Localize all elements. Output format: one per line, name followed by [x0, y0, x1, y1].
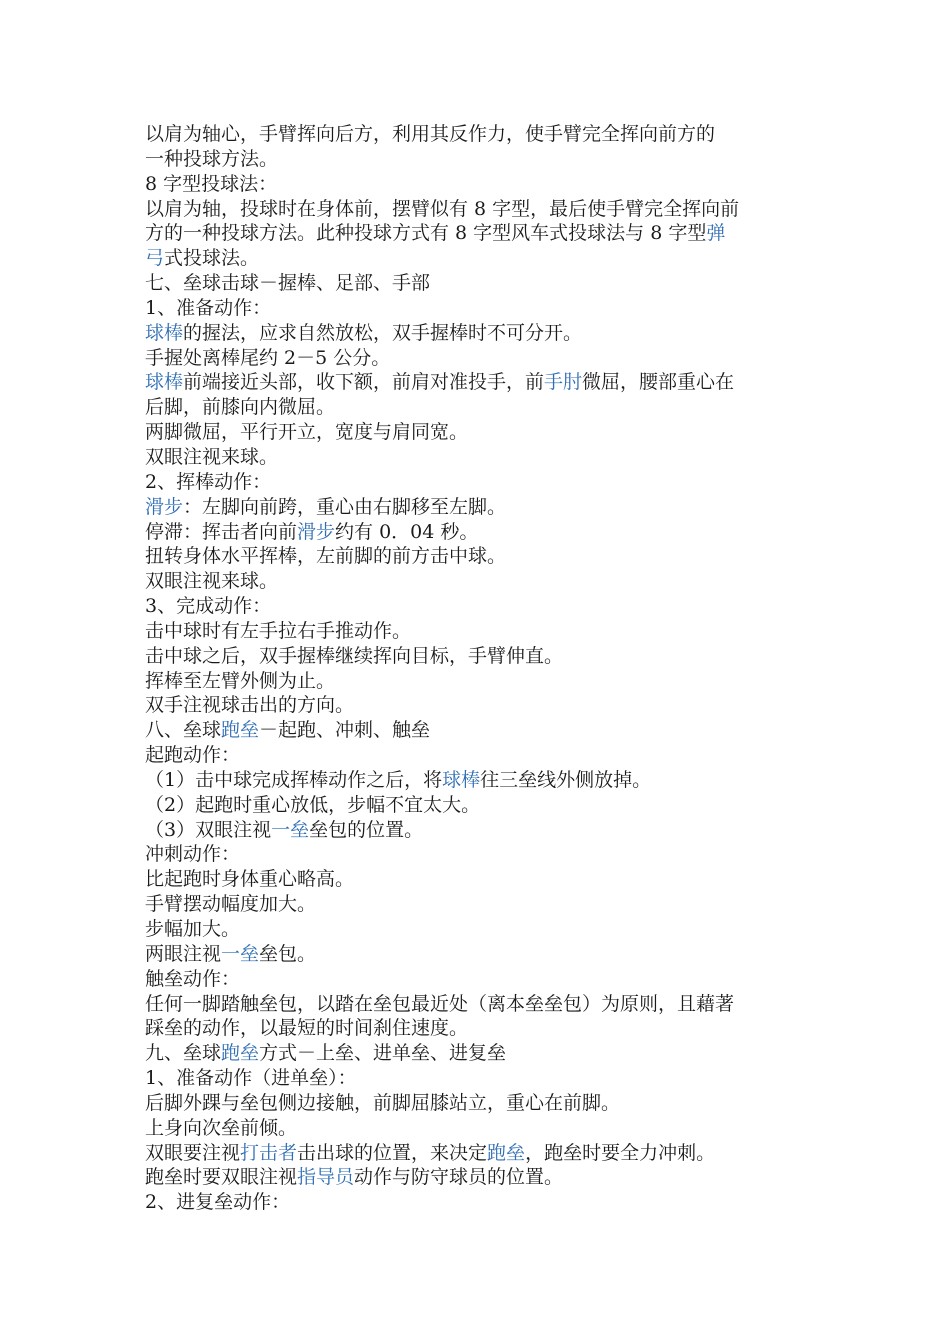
text-run: 击中球时有左手拉右手推动作。	[145, 619, 412, 642]
text-line	[145, 197, 810, 222]
text-line	[145, 1091, 810, 1116]
text-line	[145, 644, 810, 669]
text-run: 1、准备动作：	[145, 296, 272, 319]
text-run: （3）双眼注视	[145, 818, 272, 841]
text-run: 冲刺动作：	[145, 843, 241, 866]
text-run: 两脚微屈，平行开立，宽度与肩同宽。	[145, 421, 469, 444]
text-line	[145, 1165, 810, 1190]
text-run: 垒包的位置。	[309, 818, 424, 841]
text-run: 双眼注视来球。	[145, 445, 279, 468]
text-run: 方的一种投球方法。此种投球方式有 8 字型风车式投球法与 8 字型	[145, 222, 707, 245]
text-run: 跑垒时要双眼注视	[145, 1166, 298, 1189]
text-line	[145, 1066, 810, 1091]
text-run: 后脚，前膝向内微屈。	[145, 396, 336, 419]
text-run: 双手注视球击出的方向。	[145, 694, 355, 717]
text-line	[145, 818, 810, 843]
text-run: 击中球之后，双手握棒继续挥向目标，手臂伸直。	[145, 644, 564, 667]
text-line	[145, 669, 810, 694]
text-run: 踩垒的动作，以最短的时间刹住速度。	[145, 1017, 469, 1040]
text-run: 九、垒球	[145, 1042, 222, 1065]
hyperlink[interactable]: 一垒	[271, 818, 310, 841]
text-line	[145, 1016, 810, 1041]
text-run: 8 字型投球法：	[145, 172, 278, 195]
text-line	[145, 147, 810, 172]
text-line	[145, 520, 810, 545]
text-line	[145, 768, 810, 793]
text-run: 1、准备动作（进单垒）：	[145, 1067, 357, 1090]
text-line	[145, 172, 810, 197]
text-line	[145, 544, 810, 569]
text-run: （2）起跑时重心放低，步幅不宜太大。	[145, 793, 481, 816]
text-line	[145, 842, 810, 867]
hyperlink[interactable]: 跑垒	[221, 719, 260, 742]
hyperlink[interactable]: 球棒	[145, 321, 184, 344]
text-line	[145, 1141, 810, 1166]
document-body	[145, 122, 810, 1215]
text-run: 3、完成动作：	[145, 595, 272, 618]
hyperlink[interactable]: 滑步	[297, 520, 336, 543]
text-line	[145, 445, 810, 470]
text-run: 手握处离棒尾约 2－5 公分。	[145, 346, 391, 369]
text-run: 任何一脚踏触垒包，以踏在垒包最近处（离本垒垒包）为原则，且藉著	[145, 992, 735, 1015]
text-line	[145, 370, 810, 395]
text-line	[145, 942, 810, 967]
text-line	[145, 967, 810, 992]
text-line	[145, 221, 810, 246]
text-run: 触垒动作：	[145, 967, 241, 990]
hyperlink[interactable]: 弓	[145, 247, 165, 270]
text-line	[145, 470, 810, 495]
text-run: 一种投球方法。	[145, 147, 279, 170]
hyperlink[interactable]: 球棒	[145, 371, 184, 394]
text-run: 挥棒至左臂外侧为止。	[145, 669, 336, 692]
text-line	[145, 693, 810, 718]
text-run: 微屈，腰部重心在	[582, 371, 735, 394]
text-run: 2、进复垒动作：	[145, 1191, 291, 1214]
text-line	[145, 793, 810, 818]
text-line	[145, 395, 810, 420]
text-line	[145, 346, 810, 371]
text-run: 2、挥棒动作：	[145, 470, 272, 493]
text-run: 手臂摆动幅度加大。	[145, 893, 317, 916]
text-line	[145, 569, 810, 594]
hyperlink[interactable]: 球棒	[442, 768, 481, 791]
text-run: 动作与防守球员的位置。	[354, 1166, 564, 1189]
text-line	[145, 619, 810, 644]
text-line	[145, 271, 810, 296]
text-line	[145, 867, 810, 892]
text-run: 约有 0．04 秒。	[335, 520, 479, 543]
text-run: 比起跑时身体重心略高。	[145, 868, 355, 891]
text-run: 扭转身体水平挥棒，左前脚的前方击中球。	[145, 545, 507, 568]
hyperlink[interactable]: 跑垒	[487, 1141, 526, 1164]
text-line	[145, 420, 810, 445]
text-line	[145, 743, 810, 768]
hyperlink[interactable]: 手肘	[544, 371, 583, 394]
text-run: 双眼注视来球。	[145, 570, 279, 593]
text-run: 式投球法。	[164, 247, 260, 270]
text-run: 两眼注视	[145, 942, 222, 965]
text-line	[145, 122, 810, 147]
text-line	[145, 718, 810, 743]
text-run: 以肩为轴，投球时在身体前，摆臂似有 8 字型，最后使手臂完全挥向前	[145, 197, 740, 220]
text-line	[145, 321, 810, 346]
text-run: 方式－上垒、进单垒、进复垒	[259, 1042, 507, 1065]
text-line	[145, 594, 810, 619]
text-line	[145, 495, 810, 520]
text-line	[145, 296, 810, 321]
hyperlink[interactable]: 滑步	[145, 495, 184, 518]
text-run: 七、垒球击球－握棒、足部、手部	[145, 272, 431, 295]
text-run: 双眼要注视	[145, 1141, 241, 1164]
text-line	[145, 892, 810, 917]
text-run: 击出球的位置，来决定	[297, 1141, 488, 1164]
text-run: 后脚外踝与垒包侧边接触，前脚屈膝站立，重心在前脚。	[145, 1091, 621, 1114]
text-run: 八、垒球	[145, 719, 222, 742]
text-line	[145, 1116, 810, 1141]
text-run: 前端接近头部，收下额，前肩对准投手，前	[183, 371, 545, 394]
text-run: 的握法，应求自然放松，双手握棒时不可分开。	[183, 321, 583, 344]
hyperlink[interactable]: 跑垒	[221, 1042, 260, 1065]
text-line	[145, 992, 810, 1017]
text-line	[145, 917, 810, 942]
hyperlink[interactable]: 指导员	[297, 1166, 355, 1189]
text-line	[145, 1041, 810, 1066]
text-run: 往三垒线外侧放掉。	[480, 768, 652, 791]
text-line	[145, 246, 810, 271]
text-run: 起跑动作：	[145, 744, 241, 767]
text-run: 步幅加大。	[145, 918, 241, 940]
hyperlink[interactable]: 打击者	[240, 1141, 298, 1164]
hyperlink[interactable]: 弹	[706, 222, 726, 245]
text-run: ，跑垒时要全力冲刺。	[525, 1141, 716, 1164]
text-run: 以肩为轴心，手臂挥向后方，利用其反作力，使手臂完全挥向前方的	[145, 123, 716, 145]
text-run: －起跑、冲刺、触垒	[259, 719, 431, 742]
text-run: ：左脚向前跨，重心由右脚移至左脚。	[183, 495, 507, 518]
text-run: 停滞：挥击者向前	[145, 520, 298, 543]
text-line	[145, 1190, 810, 1215]
text-run: 垒包。	[259, 942, 317, 965]
text-run: 上身向次垒前倾。	[145, 1116, 298, 1139]
hyperlink[interactable]: 一垒	[221, 942, 260, 965]
text-run: （1）击中球完成挥棒动作之后，将	[145, 768, 443, 791]
